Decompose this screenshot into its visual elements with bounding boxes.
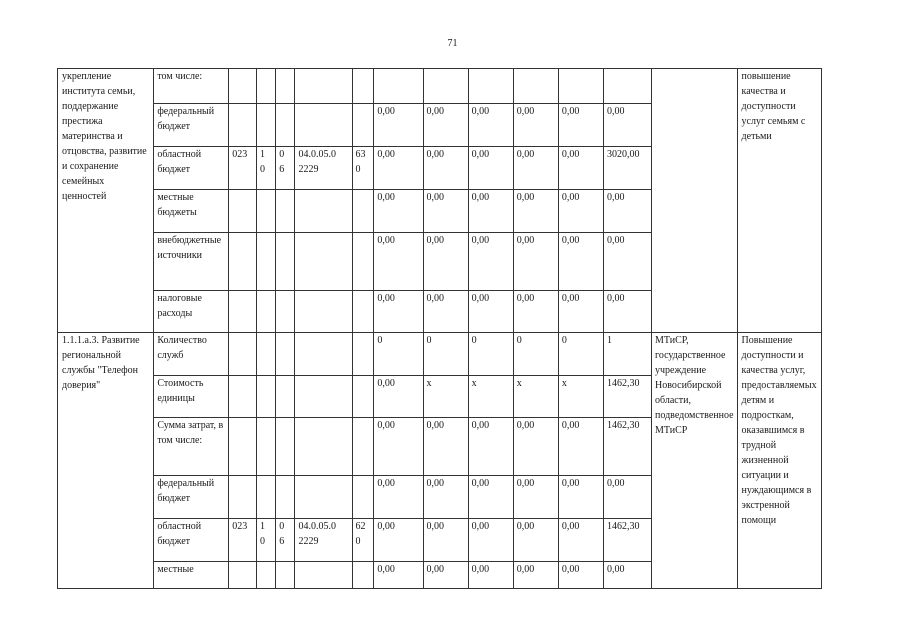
value-cell: 0,00 <box>374 190 423 233</box>
target-article-cell <box>295 333 352 376</box>
value-cell: x <box>423 376 468 418</box>
value-cell: 0,00 <box>423 562 468 589</box>
code-cell <box>229 190 257 233</box>
target-article-cell <box>295 562 352 589</box>
value-cell: 0 <box>558 333 603 376</box>
value-cell: 0,00 <box>374 519 423 562</box>
value-cell <box>513 69 558 104</box>
page-number: 71 <box>447 38 458 49</box>
value-cell: 0,00 <box>604 562 652 589</box>
row-label: Количество служб <box>154 333 229 376</box>
subsection-cell <box>276 104 295 147</box>
subsection-cell <box>276 418 295 476</box>
value-cell: 0,00 <box>558 190 603 233</box>
value-cell: 0,00 <box>513 562 558 589</box>
value-cell: 0,00 <box>558 233 603 291</box>
value-cell: 0 <box>513 333 558 376</box>
row-label: федеральный бюджет <box>154 104 229 147</box>
value-cell <box>468 69 513 104</box>
section-2 <box>58 333 905 589</box>
row-label: том числе: <box>154 69 229 104</box>
subsection-cell <box>276 291 295 333</box>
value-cell: 0,00 <box>468 519 513 562</box>
target-article-cell <box>295 190 352 233</box>
section-cell <box>256 233 275 291</box>
target-article-cell <box>295 104 352 147</box>
code-cell <box>229 376 257 418</box>
value-cell: 0,00 <box>468 104 513 147</box>
goal-cell: укрепление института семьи, поддержание престижа материнства и отцовства, развитие и сохранение семейных ценностей <box>58 69 154 333</box>
value-cell: 0,00 <box>468 190 513 233</box>
expense-type-cell <box>352 418 374 476</box>
code-cell <box>229 333 257 376</box>
value-cell: 0,00 <box>558 291 603 333</box>
value-cell: 0,00 <box>374 476 423 519</box>
expense-type-cell <box>352 333 374 376</box>
value-cell: 0,00 <box>513 476 558 519</box>
target-article-cell: 04.0.05.0 2229 <box>295 519 352 562</box>
value-cell: 0,00 <box>468 476 513 519</box>
row-label: областной бюджет <box>154 519 229 562</box>
value-cell: 0,00 <box>513 190 558 233</box>
subsection-cell: 0 6 <box>276 519 295 562</box>
value-cell: 0,00 <box>558 562 603 589</box>
row-label: местные <box>154 562 229 589</box>
result-cell: Повышение доступности и качества услуг, предоставляемых детям и подросткам, оказавшимся в трудной жизненной ситуации и нуждающимся в экстренной помощи <box>737 333 821 589</box>
expense-type-cell <box>352 476 374 519</box>
value-cell: 0 <box>423 333 468 376</box>
subsection-cell <box>276 333 295 376</box>
value-cell: 0,00 <box>513 519 558 562</box>
value-cell: 0,00 <box>423 233 468 291</box>
section-cell <box>256 291 275 333</box>
target-article-cell <box>295 291 352 333</box>
target-article-cell <box>295 476 352 519</box>
section-cell <box>256 562 275 589</box>
row-label: Стоимость единицы <box>154 376 229 418</box>
section-cell <box>256 104 275 147</box>
value-cell: 0,00 <box>423 418 468 476</box>
section-cell <box>256 333 275 376</box>
row-label: Сумма затрат, в том числе: <box>154 418 229 476</box>
value-cell: 0,00 <box>423 104 468 147</box>
value-cell: 0,00 <box>423 519 468 562</box>
row-label: налоговые расходы <box>154 291 229 333</box>
value-cell: 0,00 <box>558 147 603 190</box>
code-cell: 023 <box>229 147 257 190</box>
target-article-cell <box>295 69 352 104</box>
value-cell: 0,00 <box>423 291 468 333</box>
value-cell: 1462,30 <box>604 418 652 476</box>
subsection-cell: 0 6 <box>276 147 295 190</box>
value-cell: 0,00 <box>423 476 468 519</box>
value-cell: 0,00 <box>468 562 513 589</box>
target-article-cell: 04.0.05.0 2229 <box>295 147 352 190</box>
value-cell: x <box>558 376 603 418</box>
subsection-cell <box>276 562 295 589</box>
target-article-cell <box>295 376 352 418</box>
section-cell <box>256 69 275 104</box>
expense-type-cell <box>352 291 374 333</box>
subsection-cell <box>276 233 295 291</box>
section-cell <box>256 190 275 233</box>
section-cell <box>256 418 275 476</box>
program-table <box>57 68 905 589</box>
result-cell: повышение качества и доступности услуг семьям с детьми <box>737 69 821 333</box>
section-cell: 1 0 <box>256 519 275 562</box>
expense-type-cell <box>352 376 374 418</box>
value-cell: 0,00 <box>558 104 603 147</box>
value-cell: 0,00 <box>374 562 423 589</box>
code-cell <box>229 69 257 104</box>
value-cell: 1462,30 <box>604 376 652 418</box>
expense-type-cell <box>352 233 374 291</box>
value-cell: 0,00 <box>513 291 558 333</box>
value-cell <box>604 69 652 104</box>
value-cell: 0,00 <box>604 233 652 291</box>
value-cell <box>423 69 468 104</box>
value-cell: 1462,30 <box>604 519 652 562</box>
value-cell: 0,00 <box>513 147 558 190</box>
section-1 <box>58 69 905 333</box>
target-article-cell <box>295 233 352 291</box>
measure-cell: 1.1.1.a.3. Развитие региональной службы "Телефон доверия" <box>58 333 154 589</box>
row-label: внебюджетные источники <box>154 233 229 291</box>
value-cell: 0,00 <box>374 104 423 147</box>
row-label: областной бюджет <box>154 147 229 190</box>
value-cell: 0,00 <box>374 291 423 333</box>
value-cell: x <box>513 376 558 418</box>
value-cell <box>558 69 603 104</box>
section-cell <box>256 476 275 519</box>
value-cell: 0,00 <box>513 104 558 147</box>
row-label: федеральный бюджет <box>154 476 229 519</box>
executor-cell: МТиСР, государственное учреждение Новосибирской области, подведомственное МТиСР <box>652 333 738 589</box>
code-cell: 023 <box>229 519 257 562</box>
value-cell: 0,00 <box>374 376 423 418</box>
table-row <box>58 69 905 104</box>
value-cell: 0,00 <box>468 147 513 190</box>
subsection-cell <box>276 190 295 233</box>
value-cell: 0,00 <box>604 104 652 147</box>
value-cell: 0,00 <box>423 190 468 233</box>
target-article-cell <box>295 418 352 476</box>
table-row <box>58 333 905 376</box>
value-cell: 0,00 <box>374 233 423 291</box>
expense-type-cell: 62 0 <box>352 519 374 562</box>
value-cell: 0,00 <box>558 476 603 519</box>
expense-type-cell <box>352 104 374 147</box>
value-cell: 0,00 <box>374 418 423 476</box>
code-cell <box>229 562 257 589</box>
executor-cell <box>652 69 738 333</box>
value-cell: 0,00 <box>558 418 603 476</box>
value-cell: 0,00 <box>604 476 652 519</box>
expense-type-cell <box>352 190 374 233</box>
value-cell: 0,00 <box>423 147 468 190</box>
subsection-cell <box>276 476 295 519</box>
expense-type-cell <box>352 69 374 104</box>
subsection-cell <box>276 69 295 104</box>
code-cell <box>229 104 257 147</box>
subsection-cell <box>276 376 295 418</box>
value-cell: 0,00 <box>513 418 558 476</box>
value-cell <box>374 69 423 104</box>
expense-type-cell <box>352 562 374 589</box>
section-cell <box>256 376 275 418</box>
value-cell: 0,00 <box>468 291 513 333</box>
value-cell: 0,00 <box>558 519 603 562</box>
code-cell <box>229 233 257 291</box>
value-cell: 0,00 <box>513 233 558 291</box>
value-cell: 3020,00 <box>604 147 652 190</box>
value-cell: 0,00 <box>374 147 423 190</box>
value-cell: 0,00 <box>468 418 513 476</box>
code-cell <box>229 476 257 519</box>
value-cell: 0,00 <box>604 291 652 333</box>
expense-type-cell: 63 0 <box>352 147 374 190</box>
value-cell: 0,00 <box>468 233 513 291</box>
value-cell: x <box>468 376 513 418</box>
value-cell: 0 <box>468 333 513 376</box>
value-cell: 1 <box>604 333 652 376</box>
value-cell: 0 <box>374 333 423 376</box>
code-cell <box>229 291 257 333</box>
code-cell <box>229 418 257 476</box>
row-label: местные бюджеты <box>154 190 229 233</box>
section-cell: 1 0 <box>256 147 275 190</box>
value-cell: 0,00 <box>604 190 652 233</box>
